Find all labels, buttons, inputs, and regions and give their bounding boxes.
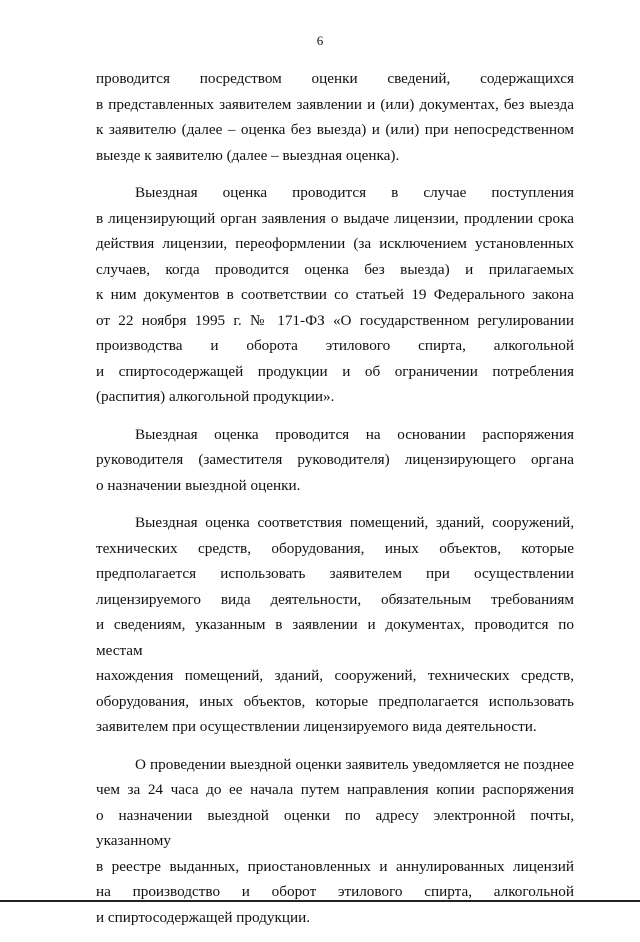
text-line: предполагается использовать заявителем при осуществлении [96, 565, 574, 582]
text-line: О проведении выездной оценки заявитель уведомляется не позднее [135, 755, 574, 773]
text-line: в лицензирующий орган заявления о выдаче лицензии, продлении срока [96, 209, 574, 227]
bottom-edge-line [0, 900, 640, 902]
page-number: 6 [316, 33, 324, 48]
paragraph-1 [96, 66, 574, 168]
text-line: заявителем при осуществлении лицензируемого вида деятельности. [96, 718, 537, 735]
paragraph-4 [96, 510, 574, 740]
text-line: лицензируемого вида деятельности, обязательным требованиям [96, 590, 574, 608]
text-line: руководителя (заместителя руководителя) лицензирующего органа [96, 451, 574, 468]
text-line: Выездная оценка соответствия помещений, зданий, сооружений, [135, 514, 574, 531]
text-line: технических средств, оборудования, иных объектов, которые [96, 539, 574, 557]
text-line: к ним документов в соответствии со статьей 19 Федерального закона [96, 286, 574, 303]
text-line: к заявителю (далее – оценка без выезда) и (или) при непосредственном [96, 121, 574, 138]
text-line: действия лицензии, переоформлении (за исключением установленных [96, 235, 574, 252]
text-line: на производство и оборот этилового спирта, алкогольной [96, 883, 574, 900]
text-line: оборудования, иных объектов, которые предполагается использовать [96, 692, 574, 710]
text-line: и сведениям, указанным в заявлении и документах, проводится по местам [96, 616, 574, 659]
paragraph-5 [96, 752, 574, 931]
text-line: в представленных заявителем заявлении и (или) документах, без выезда [96, 95, 574, 113]
text-line: случаев, когда проводится оценка без выезда) и прилагаемых [96, 260, 574, 278]
text-line: в реестре выданных, приостановленных и аннулированных лицензий [96, 857, 574, 875]
text-line: (распития) алкогольной продукции». [96, 388, 335, 405]
paragraph-2 [96, 180, 574, 410]
paragraph-3 [96, 422, 574, 499]
text-line: Выездная оценка проводится на основании распоряжения [135, 425, 574, 443]
text-line: и спиртосодержащей продукции и об ограничении потребления [96, 362, 574, 380]
text-line: производства и оборота этилового спирта, алкогольной [96, 337, 574, 354]
text-line: и спиртосодержащей продукции. [96, 908, 311, 926]
document-body [96, 66, 574, 942]
text-line: Выездная оценка проводится в случае поступления [135, 184, 574, 201]
text-line: проводится посредством оценки сведений, содержащихся [96, 70, 574, 87]
text-line: о назначении выездной оценки по адресу электронной почты, указанному [96, 806, 574, 849]
text-line: чем за 24 часа до ее начала путем направления копии распоряжения [96, 781, 574, 798]
text-line: выезде к заявителю (далее – выездная оценка). [96, 146, 400, 164]
text-line: от 22 ноября 1995 г. № 171-ФЗ «О государственном регулировании [96, 311, 574, 329]
text-line: нахождения помещений, зданий, сооружений, технических средств, [96, 667, 574, 684]
text-line: о назначении выездной оценки. [96, 476, 301, 494]
